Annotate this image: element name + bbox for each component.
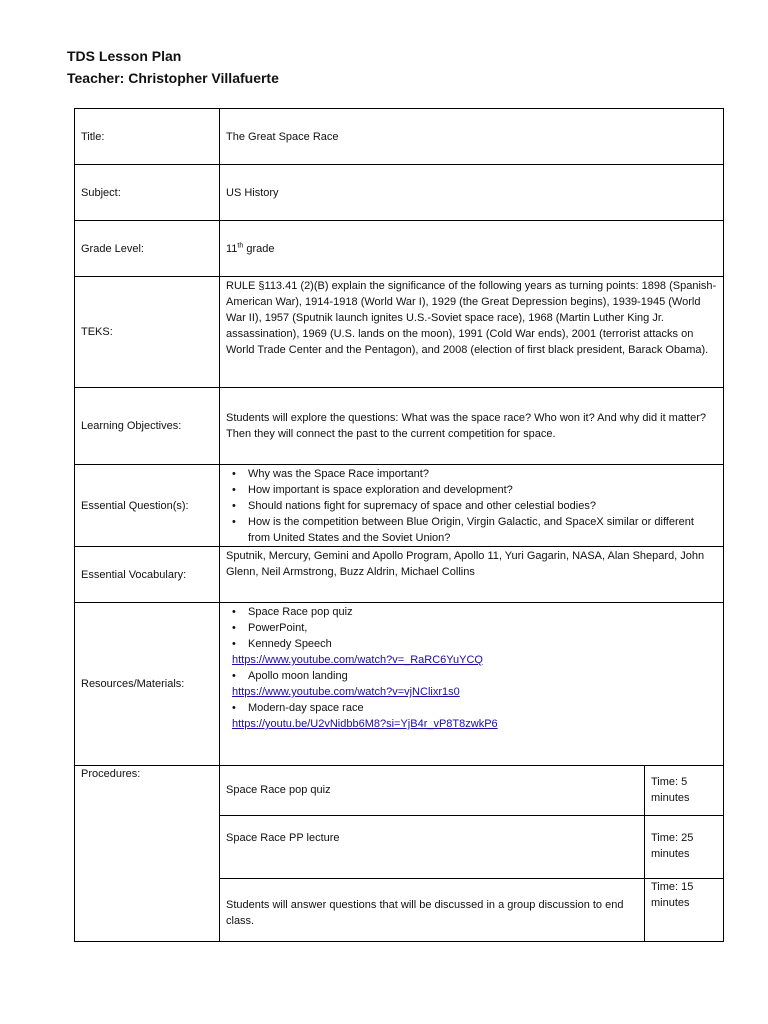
row-resources [75,603,724,766]
resources-list-3 [226,700,717,716]
grade-word: grade [243,242,275,255]
row-subject [75,165,724,221]
procedure-activity: Space Race PP lecture [220,815,645,878]
vocab-label: Essential Vocabulary: [75,547,220,603]
kennedy-speech-link[interactable]: https://www.youtube.com/watch?v=_RaRC6YuYCQ [232,654,483,666]
teacher-name: Teacher: Christopher Villafuerte [67,70,279,86]
teks-value: RULE §113.41 (2)(B) explain the significance of the following years as turning points: 1898 (Spanish-American War), 1914-1918 (World War I), 1929 (the Great Depression begins), 1939-1945 (World War II), 1957 (Sputnik launch ignites U.S.-Soviet space race), 1968 (Martin Luther King Jr. assassination), 1969 (U.S. lands on the moon), 1991 (Cold War ends), 2001 (terrorist attacks on World Trade Center and the Pentagon), and 2008 (election of first black president, Barack Obama). [220,277,724,388]
procedure-time: Time: 5 minutes [645,766,724,815]
procedure-row [220,766,723,815]
question-item: • Why was the Space Race important? [248,466,717,482]
row-teks [75,277,724,388]
resource-item: • Kennedy Speech [248,636,717,652]
title-label: Title: [75,109,220,165]
grade-value [220,221,724,277]
procedure-row [220,878,723,941]
objectives-value: Students will explore the questions: What was the space race? Who won it? And why did it matter? Then they will connect the past to the current competition for space. [220,388,724,465]
procedure-activity: Students will answer questions that will be discussed in a group discussion to end class. [220,878,645,941]
document-title: TDS Lesson Plan [67,48,182,64]
questions-label: Essential Question(s): [75,465,220,547]
row-objectives [75,388,724,465]
procedures-label: Procedures: [75,766,220,942]
resource-item: • PowerPoint, [248,620,717,636]
question-item: • How is the competition between Blue Origin, Virgin Galactic, and SpaceX similar or different from United States and the Soviet Union? [248,514,717,546]
row-vocab [75,547,724,603]
questions-value [220,465,724,547]
vocab-value: Sputnik, Mercury, Gemini and Apollo Program, Apollo 11, Yuri Gagarin, NASA, Alan Shepard, John Glenn, Neil Armstrong, Buzz Aldrin, Michael Collins [220,547,724,603]
procedure-time: Time: 15 minutes [645,878,724,941]
row-questions [75,465,724,547]
procedure-time: Time: 25 minutes [645,815,724,878]
modern-space-race-link[interactable]: https://youtu.be/U2vNidbb6M8?si=YjB4r_vP8T8zwkP6 [232,718,498,730]
grade-label: Grade Level: [75,221,220,277]
resources-list [226,604,717,652]
resources-label: Resources/Materials: [75,603,220,766]
objectives-label: Learning Objectives: [75,388,220,465]
moon-landing-link[interactable]: https://www.youtube.com/watch?v=vjNClixr1s0 [232,686,460,698]
subject-label: Subject: [75,165,220,221]
question-item: • Should nations fight for supremacy of space and other celestial bodies? [248,498,717,514]
question-item: • How important is space exploration and development? [248,482,717,498]
procedures-table [220,766,723,941]
procedures-cell [220,766,724,942]
procedure-activity: Space Race pop quiz [220,766,645,815]
row-procedures [75,766,724,942]
lesson-plan-table [74,108,724,942]
resource-item: • Modern-day space race [248,700,717,716]
resource-item: • Space Race pop quiz [248,604,717,620]
grade-suffix: th [237,241,244,249]
questions-list [226,466,717,546]
procedure-row [220,815,723,878]
teks-label: TEKS: [75,277,220,388]
grade-number: 11 [226,242,238,255]
title-value: The Great Space Race [220,109,724,165]
resources-list-2 [226,668,717,684]
subject-value: US History [220,165,724,221]
resources-value [220,603,724,766]
row-grade [75,221,724,277]
resource-item: • Apollo moon landing [248,668,717,684]
row-title [75,109,724,165]
